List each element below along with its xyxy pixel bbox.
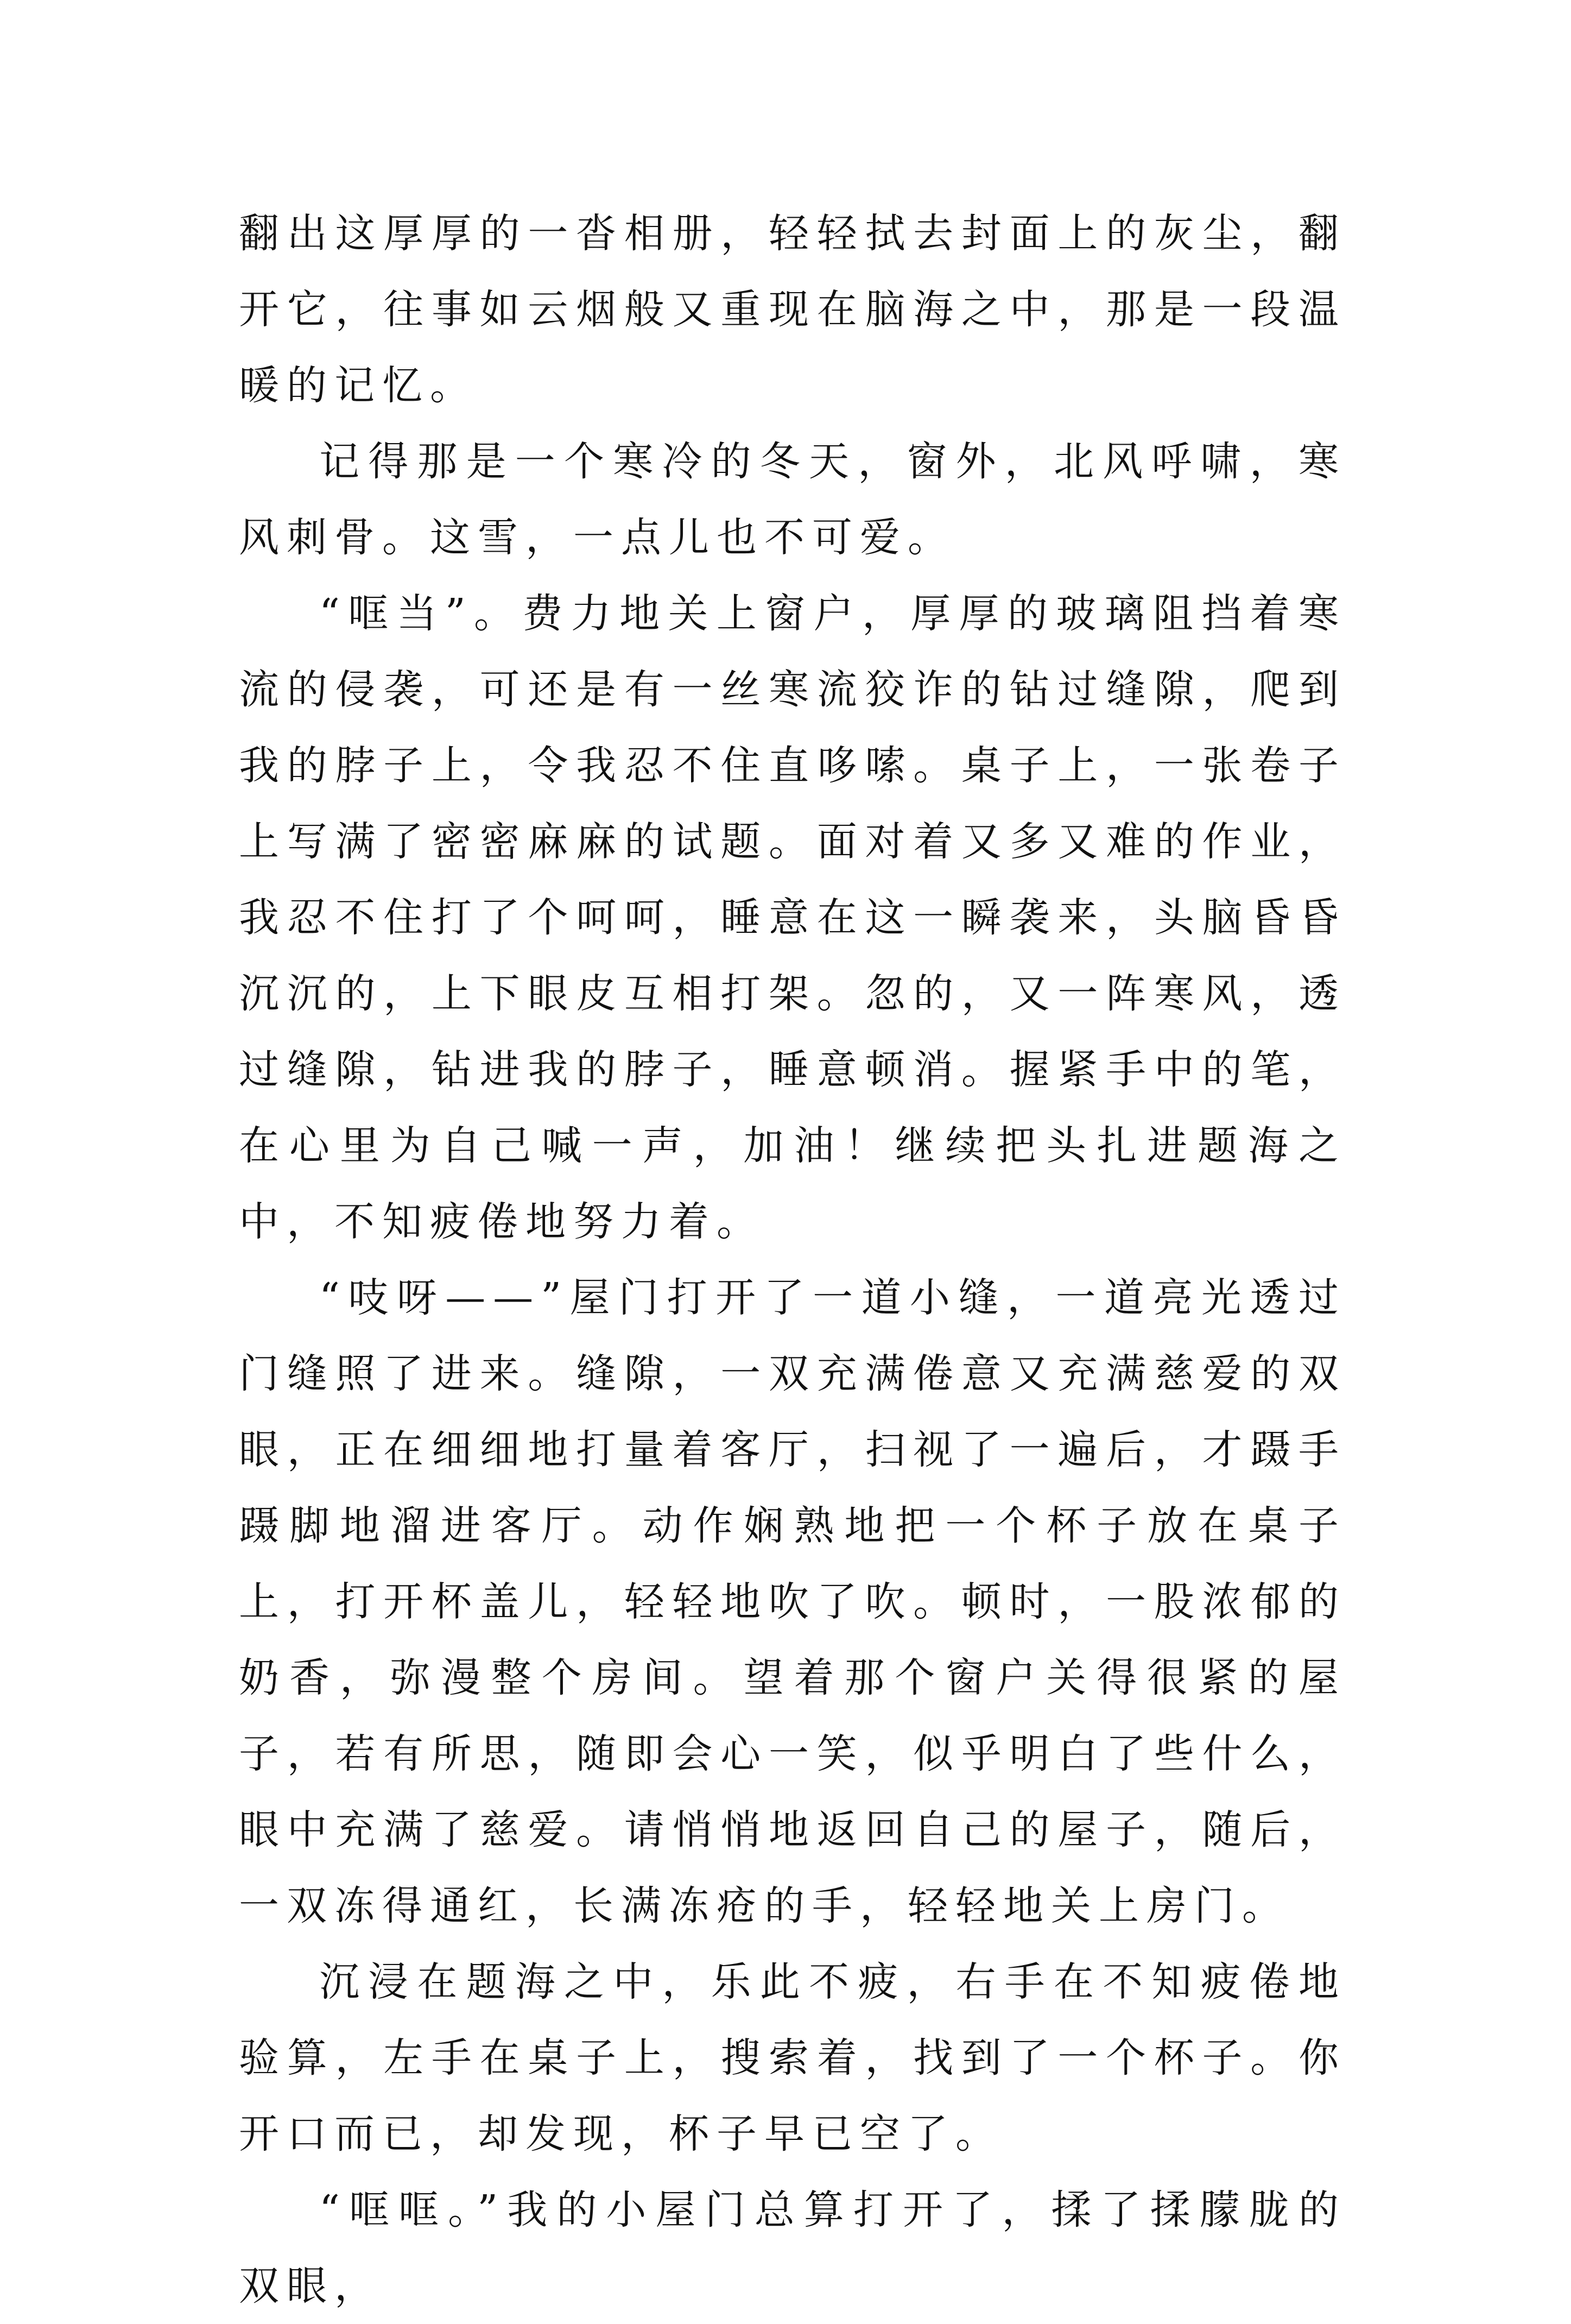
paragraph-5: 沉浸在题海之中，乐此不疲，右手在不知疲倦地验算，左手在桌子上，搜索着，找到了一个杯子。你开口而已，却发现，杯子早已空了。 xyxy=(239,1959,1346,2157)
paragraph-4: “吱呀——”屋门打开了一道小缝，一道亮光透过门缝照了进来。缝隙，一双充满倦意又充满慈爱的双眼，正在细细地打量着客厅，扫视了一遍后，才蹑手蹑脚地溜进客厅。动作娴熟地把一个杯子放在桌子上，打开杯盖儿，轻轻地吹了吹。顿时，一股浓郁的奶香，弥漫整个房间。望着那个窗户关得很紧的屋子，若有所思，随即会心一笑，似乎明白了些什么，眼中充满了慈爱。请悄悄地返回自己的屋子，随后，一双冻得通红，长满冻疮的手，轻轻地关上房门。 xyxy=(239,1274,1346,1929)
paragraph-1: 翻出这厚厚的一沓相册，轻轻拭去封面上的灰尘，翻开它，往事如云烟般又重现在脑海之中，那是一段温暖的记忆。 xyxy=(239,210,1346,409)
document-body xyxy=(239,195,1346,2324)
paragraph-6: “哐哐。”我的小屋门总算打开了，揉了揉朦胧的双眼， xyxy=(239,2187,1346,2309)
paragraph-3: “哐当”。费力地关上窗户，厚厚的玻璃阻挡着寒流的侵袭，可还是有一丝寒流狡诈的钻过缝隙，爬到我的脖子上，令我忍不住直哆嗦。桌子上，一张卷子上写满了密密麻麻的试题。面对着又多又难的作业，我忍不住打了个呵呵，睡意在这一瞬袭来，头脑昏昏沉沉的，上下眼皮互相打架。忽的，又一阵寒风，透过缝隙，钻进我的脖子，睡意顿消。握紧手中的笔，在心里为自己喊一声，加油！继续把头扎进题海之中，不知疲倦地努力着。 xyxy=(239,590,1346,1245)
paragraph-2: 记得那是一个寒冷的冬天，窗外，北风呼啸，寒风刺骨。这雪，一点儿也不可爱。 xyxy=(239,438,1346,561)
